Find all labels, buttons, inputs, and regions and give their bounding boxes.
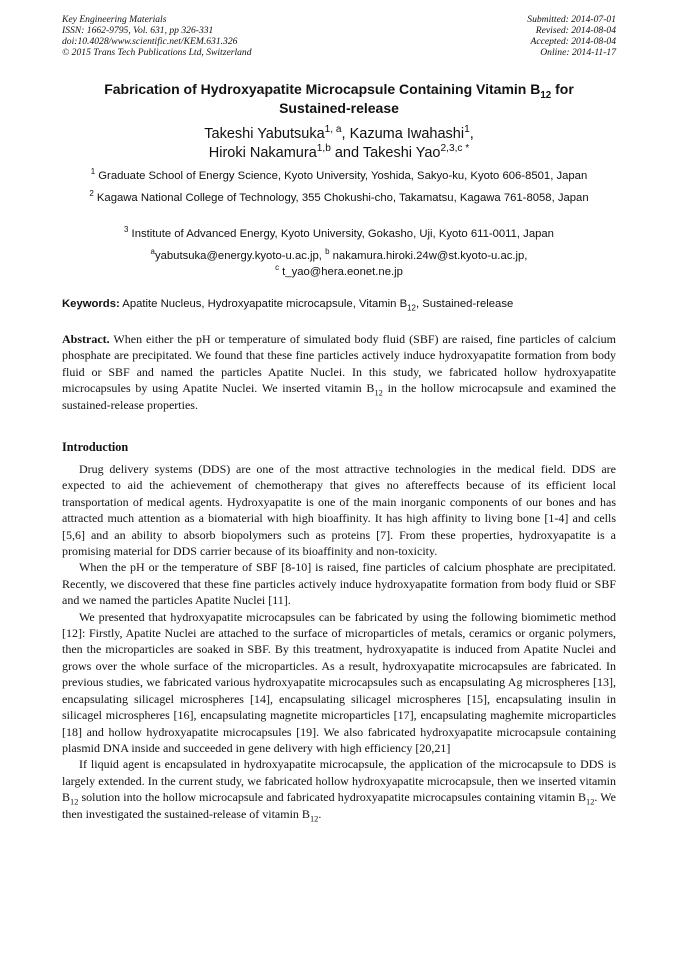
author-name: Kazuma Iwahashi bbox=[349, 126, 465, 142]
copyright: © 2015 Trans Tech Publications Ltd, Switzerland bbox=[62, 47, 252, 58]
revised-date: Revised: 2014-08-04 bbox=[535, 25, 616, 36]
dates-header bbox=[527, 14, 616, 58]
paragraph: If liquid agent is encapsulated in hydroxyapatite microcapsule, the application of the microcapsule to DDS is largely extended. In the current study, we fabricated hollow hydroxyapatite microcapsule, then we inserted vitamin $B_{12}$ solution into the hollow microcapsule and fabricated hydroxyapatite microcapsules containing vitamin $B_{12}$. We then investigated the sustained-release of vitamin $B_{12}$. bbox=[62, 757, 616, 823]
affiliation-3: $^3$ Institute of Advanced Energy, Kyoto University, Gokasho, Uji, Kyoto 611-0011, Japan bbox=[124, 225, 554, 240]
keywords-label: Keywords: bbox=[62, 298, 120, 310]
author-list: Takeshi Yabutsuka$^{1, a}$, Kazuma Iwahashi$^1$, Hiroki Nakamura$^{1,b}$ and Takeshi Yao$^{2,3,c *}$ bbox=[204, 124, 474, 161]
introduction-body bbox=[62, 461, 616, 822]
email-link[interactable]: nakamura.hiroki.24w@st.kyoto-u.ac.jp, bbox=[329, 250, 528, 262]
keywords: Keywords: Apatite Nucleus, Hydroxyapatite microcapsule, Vitamin $B_{12}$, Sustained-release bbox=[62, 298, 514, 313]
journal-name: Key Engineering Materials bbox=[62, 14, 167, 25]
affiliation-2: $^2$ Kagawa National College of Technology, 355 Chokushi-cho, Takamatsu, Kagawa 761-8058, Japan bbox=[89, 189, 589, 204]
email-link[interactable]: t_yao@hera.eonet.ne.jp bbox=[279, 266, 403, 278]
accepted-date: Accepted: 2014-08-04 bbox=[530, 36, 616, 47]
author-name: Takeshi Yao bbox=[362, 145, 441, 161]
online-date: Online: 2014-11-17 bbox=[540, 47, 616, 58]
doi: doi:10.4028/www.scientific.net/KEM.631.326 bbox=[62, 36, 238, 47]
abstract-label: Abstract. bbox=[62, 332, 110, 346]
affiliation-1: $^1$ Graduate School of Energy Science, Kyoto University, Yoshida, Sakyo-ku, Kyoto 606-8501, Japan bbox=[90, 167, 588, 182]
paragraph: When the pH or the temperature of SBF [8-10] is raised, fine particles of calcium phosphate are precipitated. Recently, we discovered that these fine particles actively induce hydroxyapatite formation from body fluid or SBF and we named the particles Apatite Nuclei [11]. bbox=[62, 560, 616, 608]
journal-header bbox=[62, 14, 252, 58]
paragraph: We presented that hydroxyapatite microcapsules can be fabricated by using the following biomimetic method [12]: Firstly, Apatite Nuclei are attached to the surface of microparticles of metals, ceramics or organic polymers, then the microparticles are soaked in SBF. By this treatment, hydroxyapatite is induced from Apatite Nuclei and grows over the whole surface of the microparticles. As a result, hydroxyapatite microcapsules are fabricated. In previous studies, we fabricated various hydroxyapatite microcapsules such as encapsulating Ag microspheres [13], encapsulating silicagel microspheres [14], encapsulating silicagel microspheres [15], encapsulating insulin in silicagel microspheres [16], encapsulating magnetite microparticles [17], encapsulating maghemite microparticles [18] and hollow hydroxyapatite microcapsules [19]. We also fabricated hydroxyapatite microcapsule containing plasmid DNA inside and succeeded in gene delivery with high efficiency [20,21] bbox=[62, 609, 616, 755]
issn: ISSN: 1662-9795, Vol. 631, pp 326-331 bbox=[62, 25, 214, 36]
email-link[interactable]: yabutsuka@energy.kyoto-u.ac.jp, bbox=[154, 250, 326, 262]
section-heading: Introduction bbox=[62, 440, 129, 454]
author-name: Hiroki Nakamura bbox=[208, 145, 317, 161]
paper-title: Fabrication of Hydroxyapatite Microcapsule Containing Vitamin $B_{12}$ for Sustained-release bbox=[104, 81, 574, 116]
abstract: Abstract. When either the pH or temperature of simulated body fluid (SBF) are raised, fine particles of calcium phosphate are precipitated. We found that these fine particles actively induce hydroxyapatite formation from body fluid or SBF and named the particles Apatite Nuclei. In this study, we fabricated hollow hydroxyapatite microcapsules by using Apatite Nuclei. We inserted vitamin $B_{12}$ in the hollow microcapsule and examined the sustained-release properties. bbox=[62, 332, 617, 412]
submitted-date: Submitted: 2014-07-01 bbox=[527, 14, 616, 25]
author-emails: $^a$yabutsuka@energy.kyoto-u.ac.jp, $^b$ nakamura.hiroki.24w@st.kyoto-u.ac.jp, $^c$ t_yao@hera.eonet.ne.jp bbox=[150, 247, 528, 278]
author-name: Takeshi Yabutsuka bbox=[204, 126, 325, 142]
paragraph: Drug delivery systems (DDS) are one of the most attractive technologies in the medical field. DDS are expected to aid the achievement of chemotherapy that gives no aftereffects because of its efficient local transportation of medical agents. Hydroxyapatite is one of the main inorganic components of our bones and has attracted much attention as a biomaterial with high bioaffinity. It has high affinity to living bone [1-4] and cells [5,6] and an ability to absorb biopolymers such as proteins [7]. From these properties, hydroxyapatite is a promising material for DDS carrier because of its bioaffinity and non-toxicity. bbox=[62, 462, 616, 559]
